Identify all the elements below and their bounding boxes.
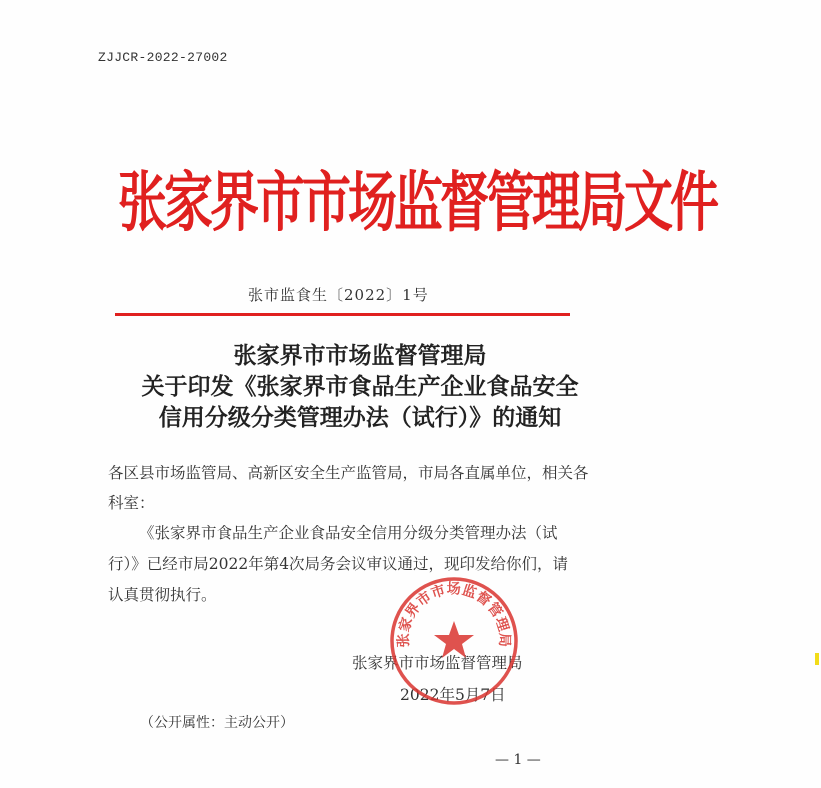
notice-title xyxy=(80,340,640,433)
notice-title-line-1: 张家界市市场监督管理局 xyxy=(233,342,487,369)
disclosure-attribute: （公开属性：主动公开） xyxy=(140,715,294,731)
red-separator-line xyxy=(115,313,570,316)
document-number: 张市监食生〔2022〕1号 xyxy=(248,286,429,304)
signing-date: 2022年5月7日 xyxy=(400,686,506,704)
document-code: ZJJCR-2022-27002 xyxy=(98,50,228,65)
recipients-line: 各区县市场监管局、高新区安全生产监管局，市局各直属单位，相关各科室： xyxy=(108,464,589,512)
edge-scan-mark xyxy=(815,653,819,665)
body-paragraph: 《张家界市食品生产企业食品安全信用分级分类管理办法（试行）》已经市局2022年第4次局务会议审议通过，现印发给你们，请认真贯彻执行。 xyxy=(108,524,569,604)
official-seal-icon xyxy=(388,575,520,707)
page-number: — 1 — xyxy=(495,752,541,768)
seal-text: 张家界市市场监督管理局 xyxy=(395,581,513,648)
issuing-authority-header: 张家界市市场监督管理局文件 xyxy=(118,165,717,241)
notice-title-line-2: 关于印发《张家界市食品生产企业食品安全 xyxy=(141,373,579,400)
seal-star-icon xyxy=(434,621,474,658)
notice-title-line-3: 信用分级分类管理办法（试行）》的通知 xyxy=(158,404,562,431)
signing-authority: 张家界市市场监督管理局 xyxy=(352,654,523,672)
